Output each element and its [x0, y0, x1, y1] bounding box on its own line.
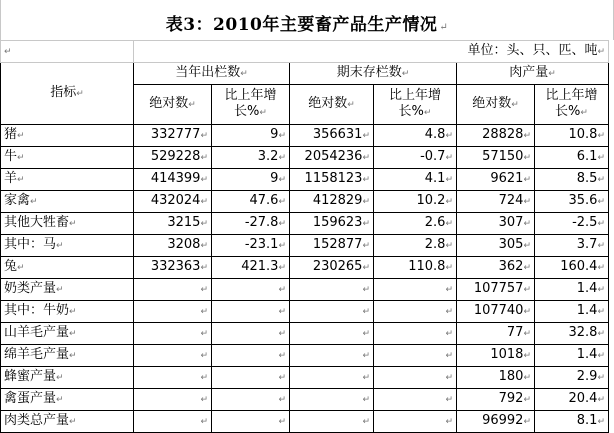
table-row — [1, 345, 609, 367]
stock-growth-cell: ↵ — [374, 367, 457, 389]
stock-growth-cell: 2.6↵ — [374, 213, 457, 235]
row-label: 肉类总产量↵ — [1, 411, 134, 433]
slaughter-growth-cell: -27.8↵ — [212, 213, 290, 235]
stock-growth-cell: ↵ — [374, 301, 457, 323]
meat-absolute-cell: 96992↵ — [457, 411, 535, 433]
slaughter-absolute-cell: ↵ — [134, 367, 212, 389]
stock-growth-cell: ↵ — [374, 345, 457, 367]
row-label: 兔↵ — [1, 257, 134, 279]
stock-absolute-cell: ↵ — [290, 301, 374, 323]
stock-absolute-cell: ↵ — [290, 411, 374, 433]
stock-growth-cell: ↵ — [374, 323, 457, 345]
meat-absolute-cell: 305↵ — [457, 235, 535, 257]
meat-growth-cell: 35.6↵ — [535, 191, 609, 213]
meat-growth-cell: 3.7↵ — [535, 235, 609, 257]
unit-spacer: ↵ — [1, 41, 134, 63]
meat-absolute-cell: 28828↵ — [457, 125, 535, 147]
stock-absolute-cell: 356631↵ — [290, 125, 374, 147]
slaughter-absolute-cell: ↵ — [134, 301, 212, 323]
slaughter-growth-cell: 9↵ — [212, 125, 290, 147]
slaughter-growth-cell: ↵ — [212, 389, 290, 411]
meat-absolute-cell: 77↵ — [457, 323, 535, 345]
slaughter-growth-cell: 9↵ — [212, 169, 290, 191]
meat-absolute-cell: 362↵ — [457, 257, 535, 279]
slaughter-absolute-cell: 332777↵ — [134, 125, 212, 147]
slaughter-growth-cell: ↵ — [212, 367, 290, 389]
stock-absolute-cell: ↵ — [290, 279, 374, 301]
table-row — [1, 411, 609, 433]
slaughter-absolute-cell: 432024↵ — [134, 191, 212, 213]
slaughter-growth-cell: ↵ — [212, 411, 290, 433]
stock-absolute-cell: 412829↵ — [290, 191, 374, 213]
row-label: 山羊毛产量↵ — [1, 323, 134, 345]
paragraph-mark-icon: ↵ — [439, 22, 449, 33]
table-row — [1, 389, 609, 411]
row-label: 家禽↵ — [1, 191, 134, 213]
row-label: 羊↵ — [1, 169, 134, 191]
meat-absolute-cell: 1018↵ — [457, 345, 535, 367]
slaughter-absolute-cell: ↵ — [134, 345, 212, 367]
meat-absolute-cell: 107757↵ — [457, 279, 535, 301]
table-row — [1, 367, 609, 389]
row-label: 绵羊毛产量↵ — [1, 345, 134, 367]
meat-absolute-cell: 9621↵ — [457, 169, 535, 191]
page-title: 表3：2010年主要畜产品生产情况 ↵ — [165, 15, 449, 35]
slaughter-growth-cell: -23.1↵ — [212, 235, 290, 257]
header-growth: 比上年增长%↵ — [212, 85, 290, 125]
slaughter-growth-cell: 47.6↵ — [212, 191, 290, 213]
row-label: 禽蛋产量↵ — [1, 389, 134, 411]
meat-absolute-cell: 307↵ — [457, 213, 535, 235]
meat-growth-cell: 1.4↵ — [535, 345, 609, 367]
meat-absolute-cell: 57150↵ — [457, 147, 535, 169]
slaughter-absolute-cell: 3215↵ — [134, 213, 212, 235]
row-label: 其他大牲畜↵ — [1, 213, 134, 235]
stock-growth-cell: 4.8↵ — [374, 125, 457, 147]
header-absolute: 绝对数↵ — [457, 85, 535, 125]
stock-growth-cell: ↵ — [374, 389, 457, 411]
meat-absolute-cell: 792↵ — [457, 389, 535, 411]
table-row — [1, 257, 609, 279]
slaughter-absolute-cell: 3208↵ — [134, 235, 212, 257]
table-row — [1, 235, 609, 257]
row-label: 其中：马↵ — [1, 235, 134, 257]
stock-growth-cell: 110.8↵ — [374, 257, 457, 279]
table-row — [1, 213, 609, 235]
header-absolute: 绝对数↵ — [290, 85, 374, 125]
table-row — [1, 125, 609, 147]
slaughter-growth-cell: ↵ — [212, 279, 290, 301]
stock-absolute-cell: ↵ — [290, 323, 374, 345]
header-growth: 比上年增长%↵ — [535, 85, 609, 125]
row-label: 蜂蜜产量↵ — [1, 367, 134, 389]
table-row — [1, 169, 609, 191]
row-label: 牛↵ — [1, 147, 134, 169]
livestock-production-table — [0, 40, 609, 433]
slaughter-growth-cell: ↵ — [212, 323, 290, 345]
stock-growth-cell: ↵ — [374, 279, 457, 301]
meat-absolute-cell: 180↵ — [457, 367, 535, 389]
stock-absolute-cell: 152877↵ — [290, 235, 374, 257]
table-row — [1, 191, 609, 213]
meat-growth-cell: 20.4↵ — [535, 389, 609, 411]
table-row — [1, 147, 609, 169]
table-row — [1, 323, 609, 345]
stock-growth-cell: 4.1↵ — [374, 169, 457, 191]
slaughter-absolute-cell: ↵ — [134, 411, 212, 433]
header-group-slaughter: 当年出栏数↵ — [134, 63, 290, 85]
slaughter-absolute-cell: 529228↵ — [134, 147, 212, 169]
stock-absolute-cell: ↵ — [290, 389, 374, 411]
header-group-meat: 肉产量↵ — [457, 63, 609, 85]
header-indicator: 指标↵ — [1, 63, 134, 125]
stock-absolute-cell: ↵ — [290, 367, 374, 389]
slaughter-absolute-cell: 332363↵ — [134, 257, 212, 279]
unit-row — [1, 41, 609, 63]
title-row — [0, 0, 614, 40]
stock-absolute-cell: 159623↵ — [290, 213, 374, 235]
table-row — [1, 301, 609, 323]
header-growth: 比上年增长%↵ — [374, 85, 457, 125]
meat-absolute-cell: 107740↵ — [457, 301, 535, 323]
stock-absolute-cell: 1158123↵ — [290, 169, 374, 191]
stock-absolute-cell: 230265↵ — [290, 257, 374, 279]
slaughter-growth-cell: 3.2↵ — [212, 147, 290, 169]
stock-growth-cell: ↵ — [374, 411, 457, 433]
stock-growth-cell: 2.8↵ — [374, 235, 457, 257]
meat-growth-cell: 6.1↵ — [535, 147, 609, 169]
meat-growth-cell: 160.4↵ — [535, 257, 609, 279]
stock-absolute-cell: 2054236↵ — [290, 147, 374, 169]
row-label: 奶类产量↵ — [1, 279, 134, 301]
slaughter-absolute-cell: ↵ — [134, 389, 212, 411]
slaughter-absolute-cell: ↵ — [134, 279, 212, 301]
stock-growth-cell: 10.2↵ — [374, 191, 457, 213]
unit-label: 单位：头、只、匹、吨↵ — [134, 41, 609, 63]
slaughter-growth-cell: ↵ — [212, 345, 290, 367]
stock-growth-cell: -0.7↵ — [374, 147, 457, 169]
stock-absolute-cell: ↵ — [290, 345, 374, 367]
header-row-1 — [1, 63, 609, 85]
slaughter-absolute-cell: ↵ — [134, 323, 212, 345]
table-row — [1, 279, 609, 301]
slaughter-growth-cell: 421.3↵ — [212, 257, 290, 279]
meat-growth-cell: 8.1↵ — [535, 411, 609, 433]
meat-growth-cell: 8.5↵ — [535, 169, 609, 191]
header-absolute: 绝对数↵ — [134, 85, 212, 125]
slaughter-absolute-cell: 414399↵ — [134, 169, 212, 191]
meat-growth-cell: 2.9↵ — [535, 367, 609, 389]
meat-growth-cell: 10.8↵ — [535, 125, 609, 147]
meat-growth-cell: 1.4↵ — [535, 279, 609, 301]
header-group-stock: 期末存栏数↵ — [290, 63, 457, 85]
row-label: 其中：牛奶↵ — [1, 301, 134, 323]
meat-growth-cell: -2.5↵ — [535, 213, 609, 235]
meat-growth-cell: 1.4↵ — [535, 301, 609, 323]
meat-growth-cell: 32.8↵ — [535, 323, 609, 345]
slaughter-growth-cell: ↵ — [212, 301, 290, 323]
meat-absolute-cell: 724↵ — [457, 191, 535, 213]
row-label: 猪↵ — [1, 125, 134, 147]
